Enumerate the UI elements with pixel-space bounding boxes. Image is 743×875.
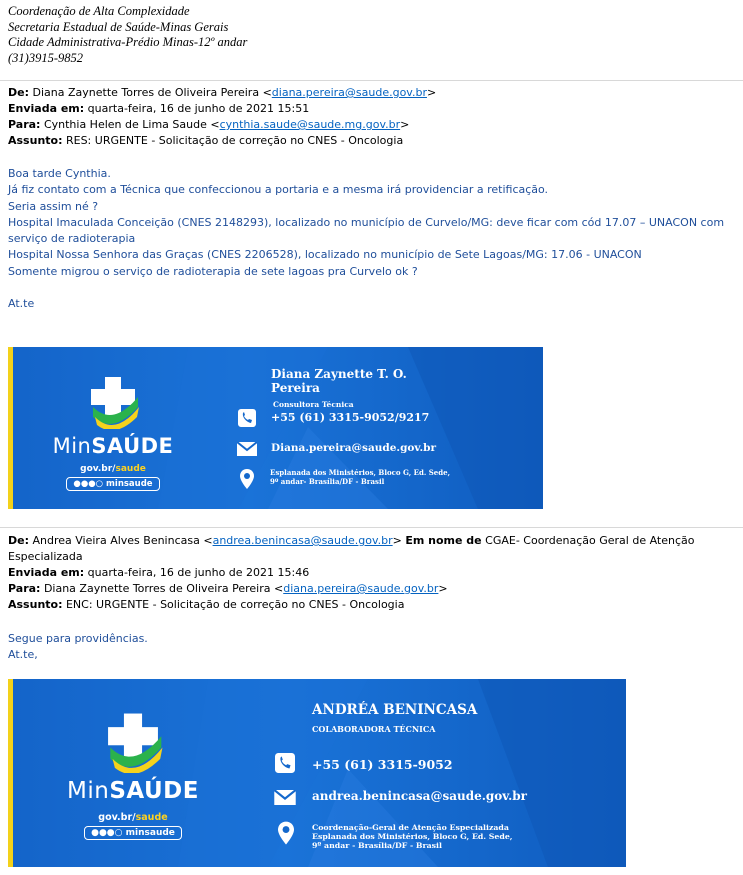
email-body — [8, 631, 733, 664]
logo-wordmark: MinSAÚDE — [67, 778, 199, 804]
body-line: Já fiz contato com a Técnica que confeccionou a portaria e a mesma irá providenciar a retificação. — [8, 183, 549, 197]
body-line: serviço de radioterapia — [8, 232, 136, 246]
signature-banner — [8, 347, 543, 509]
envelope-icon — [237, 442, 257, 456]
to-email-link[interactable]: cynthia.saude@saude.mg.gov.br — [219, 118, 401, 131]
minsaude-logo — [38, 377, 188, 491]
from-email-link[interactable]: diana.pereira@saude.gov.br — [271, 86, 427, 99]
signature-name: ANDRÉA BENINCASA — [312, 702, 478, 718]
email-header — [8, 533, 738, 613]
body-line: Boa tarde Cynthia. — [8, 167, 111, 180]
map-pin-icon — [278, 821, 294, 845]
body-line: Somente migrou o serviço de radioterapia de sete lagoas pra Curvelo ok ? — [8, 264, 418, 278]
body-line: Seria assim né ? — [8, 199, 99, 213]
signature-name: Diana Zaynette T. O. Pereira — [271, 367, 407, 395]
phone-icon — [238, 409, 256, 427]
to-row: Para: Cynthia Helen de Lima Saude <cynthia.saude@saude.mg.gov.br> — [8, 118, 410, 131]
sender-signature-block — [8, 4, 247, 66]
social-handle: ●●●○ minsaude — [66, 477, 159, 491]
to-name: Diana Zaynette Torres de Oliveira Pereira — [43, 582, 271, 595]
message-divider — [0, 527, 743, 528]
signature-role: COLABORADORA TÉCNICA — [312, 724, 436, 734]
sent-row: Enviada em: quarta-feira, 16 de junho de 2021 15:46 — [8, 566, 310, 579]
on-behalf-cont: Especializada — [8, 550, 83, 563]
map-pin-icon — [240, 469, 254, 489]
body-line: Segue para providências. — [8, 632, 148, 645]
logo-url: gov.br/saude — [80, 464, 146, 474]
signature-phone: +55 (61) 3315-9052 — [312, 757, 453, 772]
subject-text: ENC: URGENTE - Solicitação de correção no CNES - Oncologia — [65, 598, 405, 611]
body-line: Hospital Imaculada Conceição (CNES 2148293), localizado no município de Curvelo/MG: deve ficar com cód 17.07 – UNACON com — [8, 215, 725, 229]
signature-email: andrea.benincasa@saude.gov.br — [312, 789, 527, 803]
signature-address: Esplanada dos Ministérios, Bloco G, Ed. Sede, 9º andar- Brasília/DF - Brasil — [270, 468, 451, 486]
subject-text: RES: URGENTE - Solicitação de correção no CNES - Oncologia — [65, 134, 404, 147]
from-name: Andrea Vieira Alves Benincasa — [32, 534, 200, 547]
from-row: De: Diana Zaynette Torres de Oliveira Pereira <diana.pereira@saude.gov.br> — [8, 86, 437, 99]
from-name: Diana Zaynette Torres de Oliveira Pereira — [32, 86, 260, 99]
health-cross-icon — [83, 377, 143, 429]
from-row: De: Andrea Vieira Alves Benincasa <andrea.benincasa@saude.gov.br> Em nome de CGAE- Coordenação Geral de Atenção — [8, 534, 695, 547]
phone-icon — [275, 753, 295, 773]
signature-address: Coordenação-Geral de Atenção Especializada Esplanada dos Ministérios, Bloco G, Ed. Sede, 9º andar - Brasília/DF - Brasil — [312, 823, 513, 850]
health-cross-icon — [99, 713, 167, 773]
signature-line: Secretaria Estadual de Saúde-Minas Gerais — [8, 19, 229, 34]
logo-wordmark: MinSAÚDE — [52, 434, 174, 458]
subject-row: Assunto: ENC: URGENTE - Solicitação de correção no CNES - Oncologia — [8, 598, 405, 611]
signature-role: Consultora Técnica — [273, 400, 354, 409]
signature-line: (31)3915-9852 — [8, 50, 83, 65]
signature-line: Cidade Administrativa-Prédio Minas-12º andar — [8, 35, 248, 49]
sent-date: quarta-feira, 16 de junho de 2021 15:51 — [87, 102, 310, 115]
to-email-link[interactable]: diana.pereira@saude.gov.br — [283, 582, 439, 595]
social-handle: ●●●○ minsaude — [84, 826, 182, 840]
signature-email: Diana.pereira@saude.gov.br — [271, 442, 436, 454]
on-behalf-name: CGAE- Coordenação Geral de Atenção — [485, 534, 695, 547]
on-behalf-label: Em nome de — [405, 534, 482, 547]
signature-line: Coordenação de Alta Complexidade — [8, 4, 190, 18]
signature-banner — [8, 679, 626, 867]
subject-row: Assunto: RES: URGENTE - Solicitação de correção no CNES - Oncologia — [8, 134, 404, 147]
envelope-icon — [274, 790, 296, 805]
closing-line: At.te — [8, 297, 35, 311]
logo-url: gov.br/saude — [98, 812, 168, 823]
from-email-link[interactable]: andrea.benincasa@saude.gov.br — [212, 534, 393, 547]
to-row: Para: Diana Zaynette Torres de Oliveira Pereira <diana.pereira@saude.gov.br> — [8, 582, 448, 595]
email-body — [8, 166, 733, 312]
sent-row: Enviada em: quarta-feira, 16 de junho de 2021 15:51 — [8, 102, 310, 115]
body-line: At.te, — [8, 648, 38, 662]
email-header — [8, 85, 738, 149]
message-divider — [0, 80, 743, 81]
sent-date: quarta-feira, 16 de junho de 2021 15:46 — [87, 566, 310, 579]
signature-phone: +55 (61) 3315-9052/9217 — [271, 411, 430, 424]
minsaude-logo — [48, 713, 218, 840]
to-name: Cynthia Helen de Lima Saude — [43, 118, 207, 131]
body-line: Hospital Nossa Senhora das Graças (CNES 2206528), localizado no município de Sete Lagoas/MG: 17.06 - UNACON — [8, 248, 642, 262]
